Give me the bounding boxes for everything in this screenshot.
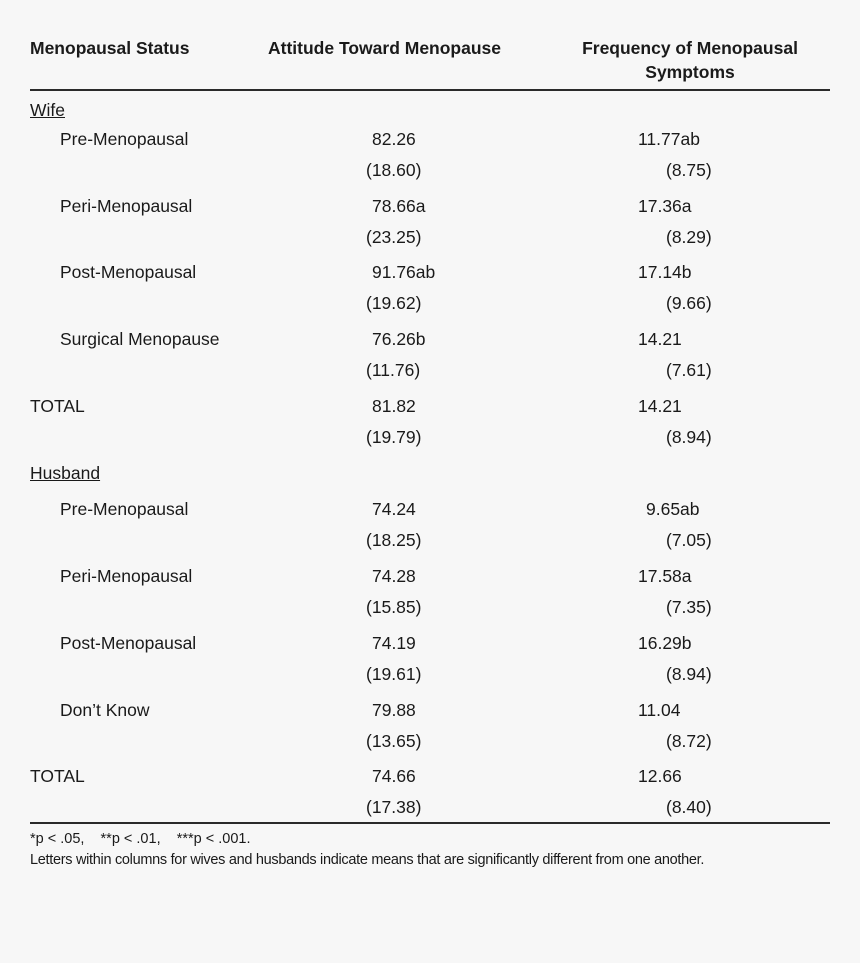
symptoms-mean: 14.21 — [638, 329, 682, 349]
attitude-sd: (19.79) — [366, 427, 422, 447]
header-symptom-frequency: Frequency of Menopausal Symptoms — [582, 38, 798, 82]
table-row — [30, 328, 830, 394]
significance-footnote: *p < .05, **p < .01, ***p < .001. — [30, 831, 251, 847]
symptoms-sd: (8.94) — [666, 664, 712, 684]
row-label: Don’t Know — [60, 700, 150, 720]
attitude-mean: 74.24 — [372, 499, 416, 519]
attitude-sd: (15.85) — [366, 597, 422, 617]
attitude-mean: 81.82 — [372, 396, 416, 416]
table-row — [30, 565, 830, 631]
table-row — [30, 195, 830, 261]
group-label-wife: Wife — [30, 100, 65, 120]
symptoms-sd: (7.35) — [666, 597, 712, 617]
results-table — [30, 0, 830, 963]
symptoms-mean: 17.58a — [638, 566, 692, 586]
row-label: Post-Menopausal — [60, 262, 197, 282]
row-label: Surgical Menopause — [60, 329, 220, 349]
symptoms-mean: 16.29b — [638, 633, 692, 653]
symptoms-sd: (8.72) — [666, 731, 712, 751]
table-row — [30, 632, 830, 698]
row-label: Peri-Menopausal — [60, 566, 193, 586]
header-rule — [30, 89, 830, 91]
symptoms-mean: 9.65ab — [646, 499, 700, 519]
row-label: Pre-Menopausal — [60, 499, 189, 519]
attitude-mean: 74.19 — [372, 633, 416, 653]
attitude-mean: 78.66a — [372, 196, 426, 216]
attitude-sd: (18.25) — [366, 530, 422, 550]
symptoms-sd: (7.05) — [666, 530, 712, 550]
attitude-sd: (11.76) — [366, 360, 421, 380]
attitude-mean: 76.26b — [372, 329, 426, 349]
row-label: Pre-Menopausal — [60, 129, 189, 149]
row-label: TOTAL — [30, 766, 85, 786]
table-row — [30, 128, 830, 194]
attitude-sd: (13.65) — [366, 731, 422, 751]
symptoms-mean: 14.21 — [638, 396, 682, 416]
letters-footnote: Letters within columns for wives and husbands indicate means that are significantly different from one another. — [30, 852, 705, 868]
symptoms-mean: 11.04 — [638, 700, 681, 720]
attitude-sd: (17.38) — [366, 797, 422, 817]
symptoms-sd: (8.29) — [666, 227, 712, 247]
attitude-mean: 79.88 — [372, 700, 416, 720]
header-menopausal-status: Menopausal Status — [30, 38, 190, 58]
table-row — [30, 498, 830, 564]
attitude-sd: (19.61) — [366, 664, 422, 684]
attitude-mean: 91.76ab — [372, 262, 436, 282]
attitude-mean: 74.28 — [372, 566, 416, 586]
attitude-sd: (19.62) — [366, 293, 422, 313]
symptoms-sd: (8.40) — [666, 797, 712, 817]
attitude-mean: 74.66 — [372, 766, 416, 786]
symptoms-sd: (7.61) — [666, 360, 712, 380]
row-label: Post-Menopausal — [60, 633, 197, 653]
footer-rule — [30, 822, 830, 824]
symptoms-sd: (8.75) — [666, 160, 712, 180]
attitude-sd: (18.60) — [366, 160, 422, 180]
symptoms-mean: 12.66 — [638, 766, 682, 786]
table-row — [30, 699, 830, 765]
group-label-husband: Husband — [30, 463, 101, 483]
attitude-mean: 82.26 — [372, 129, 416, 149]
table-row-total — [30, 395, 830, 461]
symptoms-sd: (8.94) — [666, 427, 712, 447]
symptoms-mean: 17.36a — [638, 196, 692, 216]
row-label: TOTAL — [30, 396, 85, 416]
row-label: Peri-Menopausal — [60, 196, 193, 216]
header-attitude: Attitude Toward Menopause — [268, 38, 502, 58]
symptoms-mean: 11.77ab — [638, 129, 700, 149]
attitude-sd: (23.25) — [366, 227, 422, 247]
table-row — [30, 261, 830, 327]
symptoms-mean: 17.14b — [638, 262, 692, 282]
symptoms-sd: (9.66) — [666, 293, 712, 313]
